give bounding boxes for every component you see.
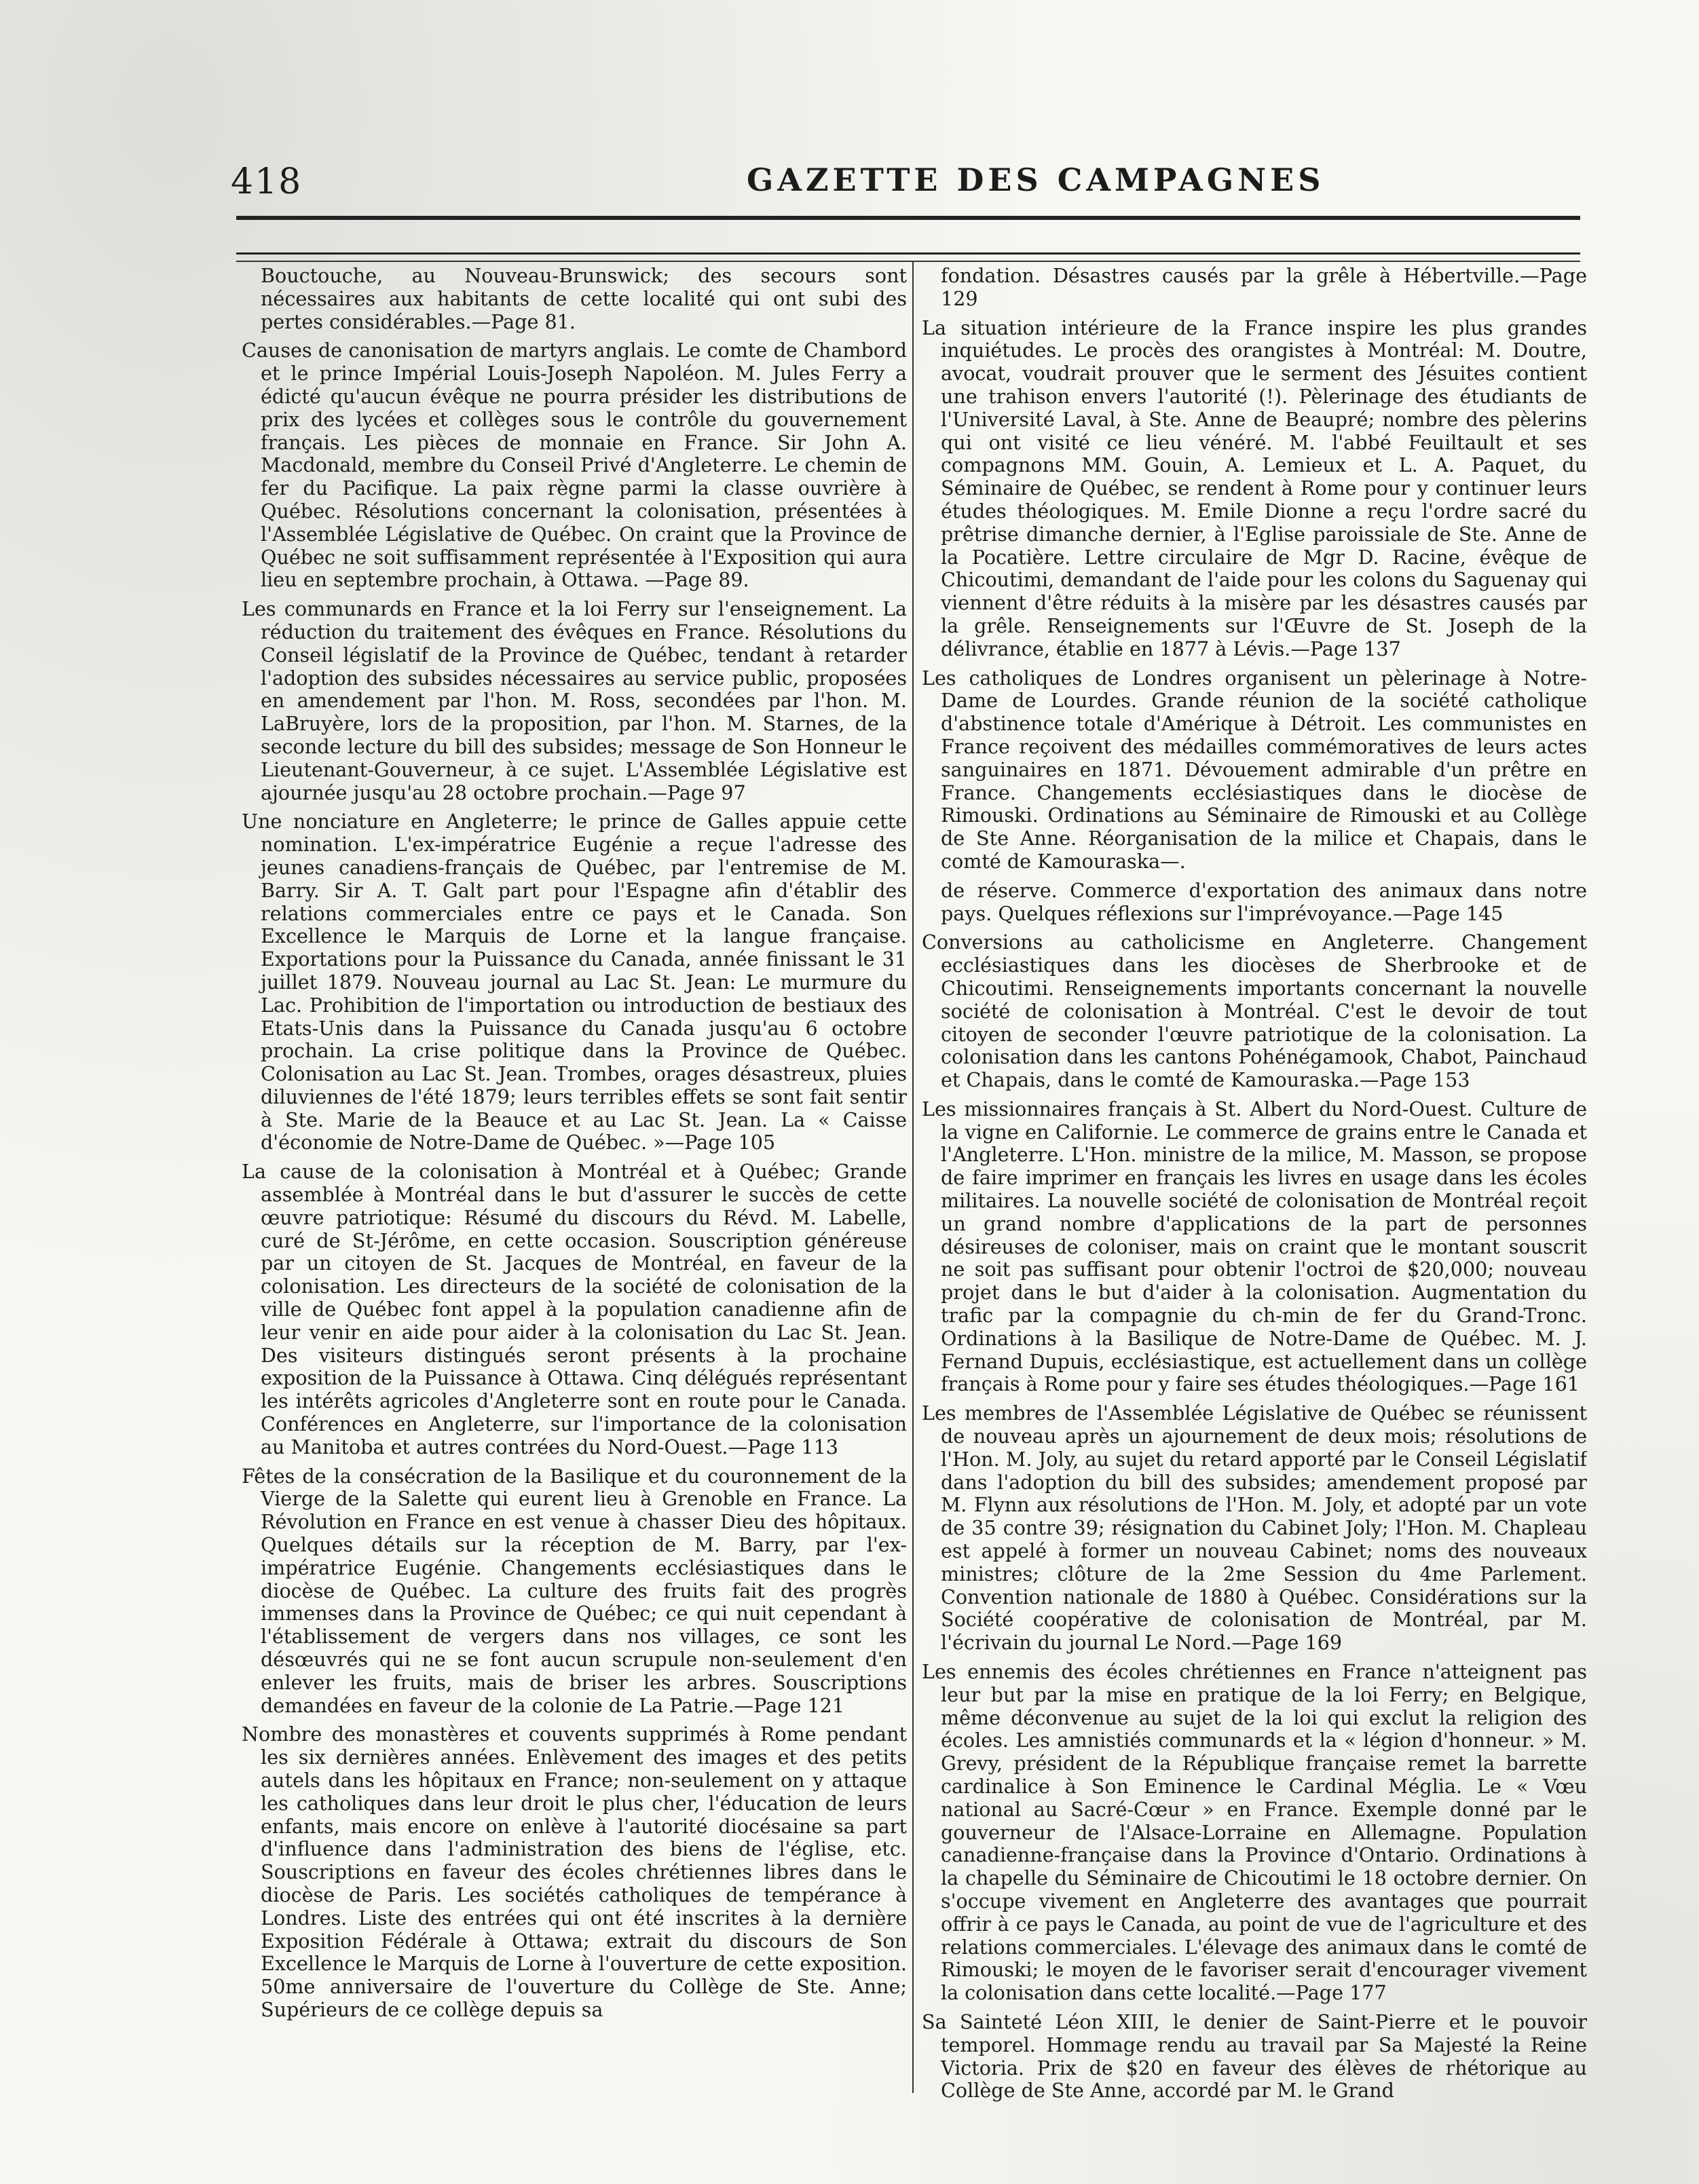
index-entry: Les membres de l'Assemblée Législative de Québec se réunissent de nouveau après un ajournement de deux mois; résolutions de l'Hon. M. Joly, au sujet du retard apporté par le Conseil Législatif dans l'adoption du bill des subsides; amendement proposé par M. Flynn aux résolutions de l'Hon. M. Joly, et adopté par un vote de 35 contre 39; résignation du Cabinet Joly; l'Hon. M. Chapleau est appelé à former un nouveau Cabinet; noms des nouveaux ministres; clôture de la 2me Session du 4me Parlement. Convention nationale de 1880 à Québec. Considérations sur la Société coopérative de colonisation de Montréal, par M. l'écrivain du journal Le Nord.—Page 169 <box>922 1401 1587 1655</box>
index-entry: Une nonciature en Angleterre; le prince de Galles appuie cette nomination. L'ex-impératrice Eugénie a reçue l'adresse des jeunes canadiens-français de Québec, par l'entremise de M. Barry. Sir A. T. Galt part pour l'Espagne afin d'établir des relations commerciales entre ce pays et le Canada. Son Excellence le Marquis de Lorne et la langue française. Exportations pour la Puissance du Canada, année finissant le 31 juillet 1879. Nouveau journal au Lac St. Jean: Le murmure du Lac. Prohibition de l'importation ou introduction de bestiaux des Etats-Unis dans la Puissance du Canada jusqu'au 6 octobre prochain. La crise politique dans la Province de Québec. Colonisation au Lac St. Jean. Trombes, orages désastreux, pluies diluviennes de l'été 1879; leurs terribles effets se sont fait sentir à Ste. Marie de la Beauce et au Lac St. Jean. La « Caisse d'économie de Notre-Dame de Québec. »—Page 105 <box>242 810 907 1154</box>
column-divider <box>912 261 914 2093</box>
index-entry: Conversions au catholicisme en Angleterre. Changement ecclésiastiques dans les diocèses de Sherbrooke et de Chicoutimi. Renseignements importants concernant la nouvelle société de colonisation à Montréal. C'est le devoir de tout citoyen de seconder l'œuvre patriotique de la colonisation. La colonisation dans les cantons Pohénégamook, Chabot, Painchaud et Chapais, dans le comté de Kamouraska.—Page 153 <box>922 930 1587 1092</box>
left-column <box>242 265 907 2111</box>
index-entry: de réserve. Commerce d'exportation des animaux dans notre pays. Quelques réflexions sur l'imprévoyance.—Page 145 <box>941 878 1587 925</box>
index-entry: Sa Sainteté Léon XIII, le denier de Saint-Pierre et le pouvoir temporel. Hommage rendu au travail par Sa Majesté la Reine Victoria. Prix de $20 en faveur des élèves de rhétorique au Collège de Ste Anne, accordé par M. le Grand <box>922 2010 1587 2103</box>
header-rule <box>236 216 1580 220</box>
index-entry: Causes de canonisation de martyrs anglais. Le comte de Chambord et le prince Impérial Louis-Joseph Napoléon. M. Jules Ferry a édicté qu'aucun évêque ne pourra présider les distributions de prix des lycées et collèges sous le contrôle du gouvernement français. Les pièces de monnaie en France. Sir John A. Macdonald, membre du Conseil Privé d'Angleterre. Le chemin de fer du Pacifique. La paix règne parmi la classe ouvrière à Québec. Résolutions concernant la colonisation, présentées à l'Assemblée Législative de Québec. On craint que la Province de Québec ne soit suffisamment représentée à l'Exposition qui aura lieu en septembre prochain, à Ottawa. —Page 89. <box>242 339 907 592</box>
right-column <box>922 265 1587 2111</box>
index-entry: Bouctouche, au Nouveau-Brunswick; des secours sont nécessaires aux habitants de cette localité qui ont subi des pertes considérables.—Page 81. <box>261 265 907 333</box>
page-number: 418 <box>231 162 303 202</box>
index-entry: Les missionnaires français à St. Albert du Nord-Ouest. Culture de la vigne en Californie. Le commerce de grains entre le Canada et l'Angleterre. L'Hon. ministre de la milice, M. Masson, se propose de faire imprimer en français les livres en usage dans les écoles militaires. La nouvelle société de colonisation de Montréal reçoit un grand nombre d'applications de la part de personnes désireuses de coloniser, mais on craint que le montant souscrit ne soit pas suffisant pour obtenir l'octroi de $20,000; nouveau projet dans le but d'aider à la colonisation. Augmentation du trafic par la compagnie du ch-min de fer du Grand-Tronc. Ordinations à la Basilique de Notre-Dame de Québec. M. J. Fernand Dupuis, ecclésiastique, est actuellement dans un collège français à Rome pour y faire ses études théologiques.—Page 161 <box>922 1097 1587 1396</box>
running-title: GAZETTE DES CAMPAGNES <box>747 162 1325 198</box>
index-entry: Les communards en France et la loi Ferry sur l'enseignement. La réduction du traitement des évêques en France. Résolutions du Conseil législatif de la Province de Québec, tendant à retarder l'adoption des subsides nécessaires au service public, proposées en amendement par l'hon. M. Ross, secondées par l'hon. M. LaBruyère, lors de la proposition, par l'hon. M. Starnes, de la seconde lecture du bill des subsides; message de Son Honneur le Lieutenant-Gouverneur, à ce sujet. L'Assemblée Législative est ajournée jusqu'au 28 octobre prochain.—Page 97 <box>242 597 907 804</box>
column-top-rule-2 <box>236 261 1580 262</box>
index-entry: La situation intérieure de la France inspire les plus grandes inquiétudes. Le procès des orangistes à Montréal: M. Doutre, avocat, voudrait prouver que le serment des Jésuites contient une trahison envers l'autorité (!). Pèlerinage des étudiants de l'Université Laval, à Ste. Anne de Beaupré; nombre des pèlerins qui ont visité ce lieu vénéré. M. l'abbé Feuiltault et ses compagnons MM. Gouin, A. Lemieux et L. A. Paquet, du Séminaire de Québec, se rendent à Rome pour y continuer leurs études théologiques. M. Emile Dionne a reçu l'ordre sacré du prêtrise dimanche dernier, à l'Eglise paroissiale de Ste. Anne de la Pocatière. Lettre circulaire de Mgr D. Racine, évêque de Chicoutimi, demandant de l'aide pour les colons du Saguenay qui viennent d'être réduits à la misère par les désastres causés par la grêle. Renseignements sur l'Œuvre de St. Joseph de la délivrance, établie en 1877 à Lévis.—Page 137 <box>922 316 1587 660</box>
index-entry: Les catholiques de Londres organisent un pèlerinage à Notre-Dame de Lourdes. Grande réunion de la société catholique d'abstinence totale d'Amérique à Détroit. Les communistes en France reçoivent des médailles commémoratives de leurs actes sanguinaires en 1871. Dévouement admirable d'un prêtre en France. Changements ecclésiastiques dans le diocèse de Rimouski. Ordinations au Séminaire de Rimouski et au Collège de Ste Anne. Réorganisation de la milice et Chapais, dans le comté de Kamouraska—. <box>922 666 1587 873</box>
index-entry: Nombre des monastères et couvents supprimés à Rome pendant les six dernières années. Enlèvement des images et des petits autels dans les hôpitaux en France; non-seulement on y attaque les catholiques dans leur droit le plus cher, l'éducation de leurs enfants, mais encore on enlève à l'autorité diocésaine sa part d'influence dans l'administration des biens de l'église, etc. Souscriptions en faveur des écoles chrétiennes libres dans le diocèse de Paris. Les sociétés catholiques de tempérance à Londres. Liste des entrées qui ont été inscrites à la dernière Exposition Fédérale à Ottawa; extrait du discours de Son Excellence le Marquis de Lorne à l'ouverture de cette exposition. 50me anniversaire de l'ouverture du Collège de Ste. Anne; Supérieurs de ce collège depuis sa <box>242 1722 907 2021</box>
index-entry: fondation. Désastres causés par la grêle à Hébertville.—Page 129 <box>941 265 1587 310</box>
page-header <box>231 162 1588 209</box>
column-top-rule <box>236 252 1580 255</box>
index-entry: Les ennemis des écoles chrétiennes en France n'atteignent pas leur but par la mise en pratique de la loi Ferry; en Belgique, même déconvenue au sujet de la loi qui exclut la religion des écoles. Les amnistiés communards et la « légion d'honneur. » M. Grevy, président de la République française remet la barrette cardinalice à Son Eminence le Cardinal Méglia. Le « Vœu national au Sacré-Cœur » en France. Exemple donné par le gouverneur de l'Alsace-Lorraine en Allemagne. Population canadienne-française dans la Province d'Ontario. Ordinations à la chapelle du Séminaire de Chicoutimi le 18 octobre dernier. On s'occupe vivement en Angleterre des avantages que pourrait offrir à ce pays le Canada, au point de vue de l'agriculture et des relations commerciales. L'élevage des animaux dans le comté de Rimouski; le moyen de le favoriser serait d'encourager vivement la colonisation dans cette localité.—Page 177 <box>922 1660 1587 2005</box>
index-entry: La cause de la colonisation à Montréal et à Québec; Grande assemblée à Montréal dans le but d'assurer le succès de cette œuvre patriotique: Résumé du discours du Révd. M. Labelle, curé de St-Jérôme, en cette occasion. Souscription généreuse par un citoyen de St. Jacques de Montréal, en faveur de la colonisation. Les directeurs de la société de colonisation de la ville de Québec font appel à la population canadienne afin de leur venir en aide pour aider à la colonisation du Lac St. Jean. Des visiteurs distingués seront présents à la prochaine exposition de la Puissance à Ottawa. Cinq délégués représentant les intérêts agricoles d'Angleterre sont en route pour le Canada. Conférences en Angleterre, sur l'importance de la colonisation au Manitoba et autres contrées du Nord-Ouest.—Page 113 <box>242 1160 907 1458</box>
index-entry: Fêtes de la consécration de la Basilique et du couronnement de la Vierge de la Salette qui eurent lieu à Grenoble en France. La Révolution en France en est venue à chasser Dieu des hôpitaux. Quelques détails sur la réception de M. Barry, par l'ex-impératrice Eugénie. Changements ecclésiastiques dans le diocèse de Québec. La culture des fruits fait des progrès immenses dans la Province de Québec; ce qui nuit cependant à l'établissement de vergers dans nos villages, ce sont les désœuvrés qui ne se font aucun scrupule non-seulement d'en enlever les fruits, mais de briser les arbres. Souscriptions demandées en faveur de la colonie de La Patrie.—Page 121 <box>242 1464 907 1717</box>
